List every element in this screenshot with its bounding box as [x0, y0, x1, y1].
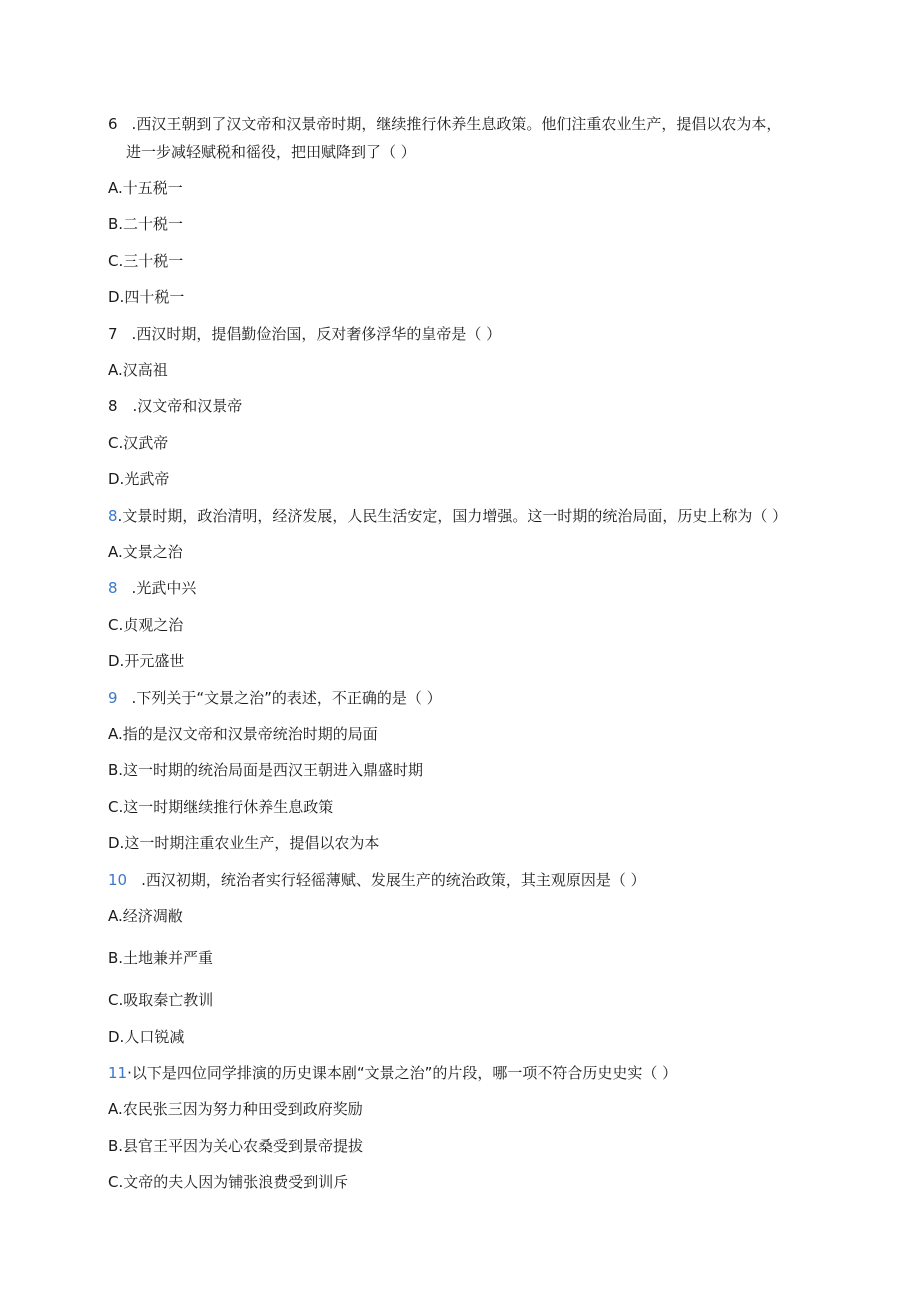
question-10-option-b: B.土地兼并严重	[108, 949, 214, 967]
question-7-option-b: 8 .汉文帝和汉景帝	[108, 397, 243, 415]
question-11-option-a: A.农民张三因为努力种田受到政府奖励	[108, 1100, 363, 1118]
question-10-stem	[108, 870, 646, 890]
question-8-option-c: C.贞观之治	[108, 616, 184, 634]
question-text: .西汉时期，提倡勤俭治国，反对奢侈浮华的皇帝是（ ）	[131, 325, 502, 343]
question-8-option-a: A.文景之治	[108, 543, 183, 561]
question-10-option-a: A.经济凋敝	[108, 907, 183, 925]
question-number: 9	[108, 689, 118, 707]
question-8-option-d: D.开元盛世	[108, 652, 185, 670]
option-text: .光武中兴	[131, 579, 197, 597]
question-text: .下列关于“文景之治”的表述，不正确的是（ ）	[131, 689, 442, 707]
question-9-option-a: A.指的是汉文帝和汉景帝统治时期的局面	[108, 725, 378, 743]
question-6-stem	[108, 114, 781, 134]
question-10-option-c: C.吸取秦亡教训	[108, 991, 214, 1009]
question-7-stem	[108, 324, 501, 344]
question-7-option-a: A.汉高祖	[108, 361, 168, 379]
option-number: 8	[108, 579, 118, 597]
question-text: .西汉初期，统治者实行轻徭薄赋、发展生产的统治政策，其主观原因是（ ）	[141, 871, 646, 889]
question-number: 11	[108, 1064, 128, 1082]
question-8-stem	[108, 506, 787, 526]
question-6-option-a: A.十五税一	[108, 179, 183, 197]
question-9-stem	[108, 688, 442, 708]
question-6-option-c: C.三十税一	[108, 252, 184, 270]
question-9-option-b: B.这一时期的统治局面是西汉王朝进入鼎盛时期	[108, 761, 424, 779]
question-11-stem	[108, 1063, 677, 1083]
question-number: 6	[108, 115, 118, 133]
question-9-option-d: D.这一时期注重农业生产，提倡以农为本	[108, 834, 380, 852]
question-text: ·以下是四位同学排演的历史课本剧“文景之治”的片段，哪一项不符合历史史实（ ）	[127, 1064, 678, 1082]
question-6-option-d: D.四十税一	[108, 288, 185, 306]
question-11-option-b: B.县官王平因为关心农桑受到景帝提拔	[108, 1137, 364, 1155]
question-6-stem-continued: 进一步减轻赋税和徭役，把田赋降到了（ ）	[126, 143, 416, 161]
question-7-option-c: C.汉武帝	[108, 434, 169, 452]
question-11-option-c: C.文帝的夫人因为铺张浪费受到训斥	[108, 1173, 349, 1191]
question-7-option-d: D.光武帝	[108, 470, 170, 488]
question-text: .西汉王朝到了汉文帝和汉景帝时期，继续推行休养生息政策。他们注重农业生产，提倡以农为本，	[131, 115, 782, 133]
question-text: .文景时期，政治清明，经济发展，人民生活安定，国力增强。这一时期的统治局面，历史上称为（ ）	[117, 507, 788, 525]
question-number: 7	[108, 325, 118, 343]
question-number: 10	[108, 871, 128, 889]
question-10-option-d: D.人口锐减	[108, 1028, 185, 1046]
question-6-option-b: B.二十税一	[108, 215, 184, 233]
question-number: 8	[108, 507, 118, 525]
question-9-option-c: C.这一时期继续推行休养生息政策	[108, 798, 334, 816]
question-8-option-b	[108, 578, 196, 598]
